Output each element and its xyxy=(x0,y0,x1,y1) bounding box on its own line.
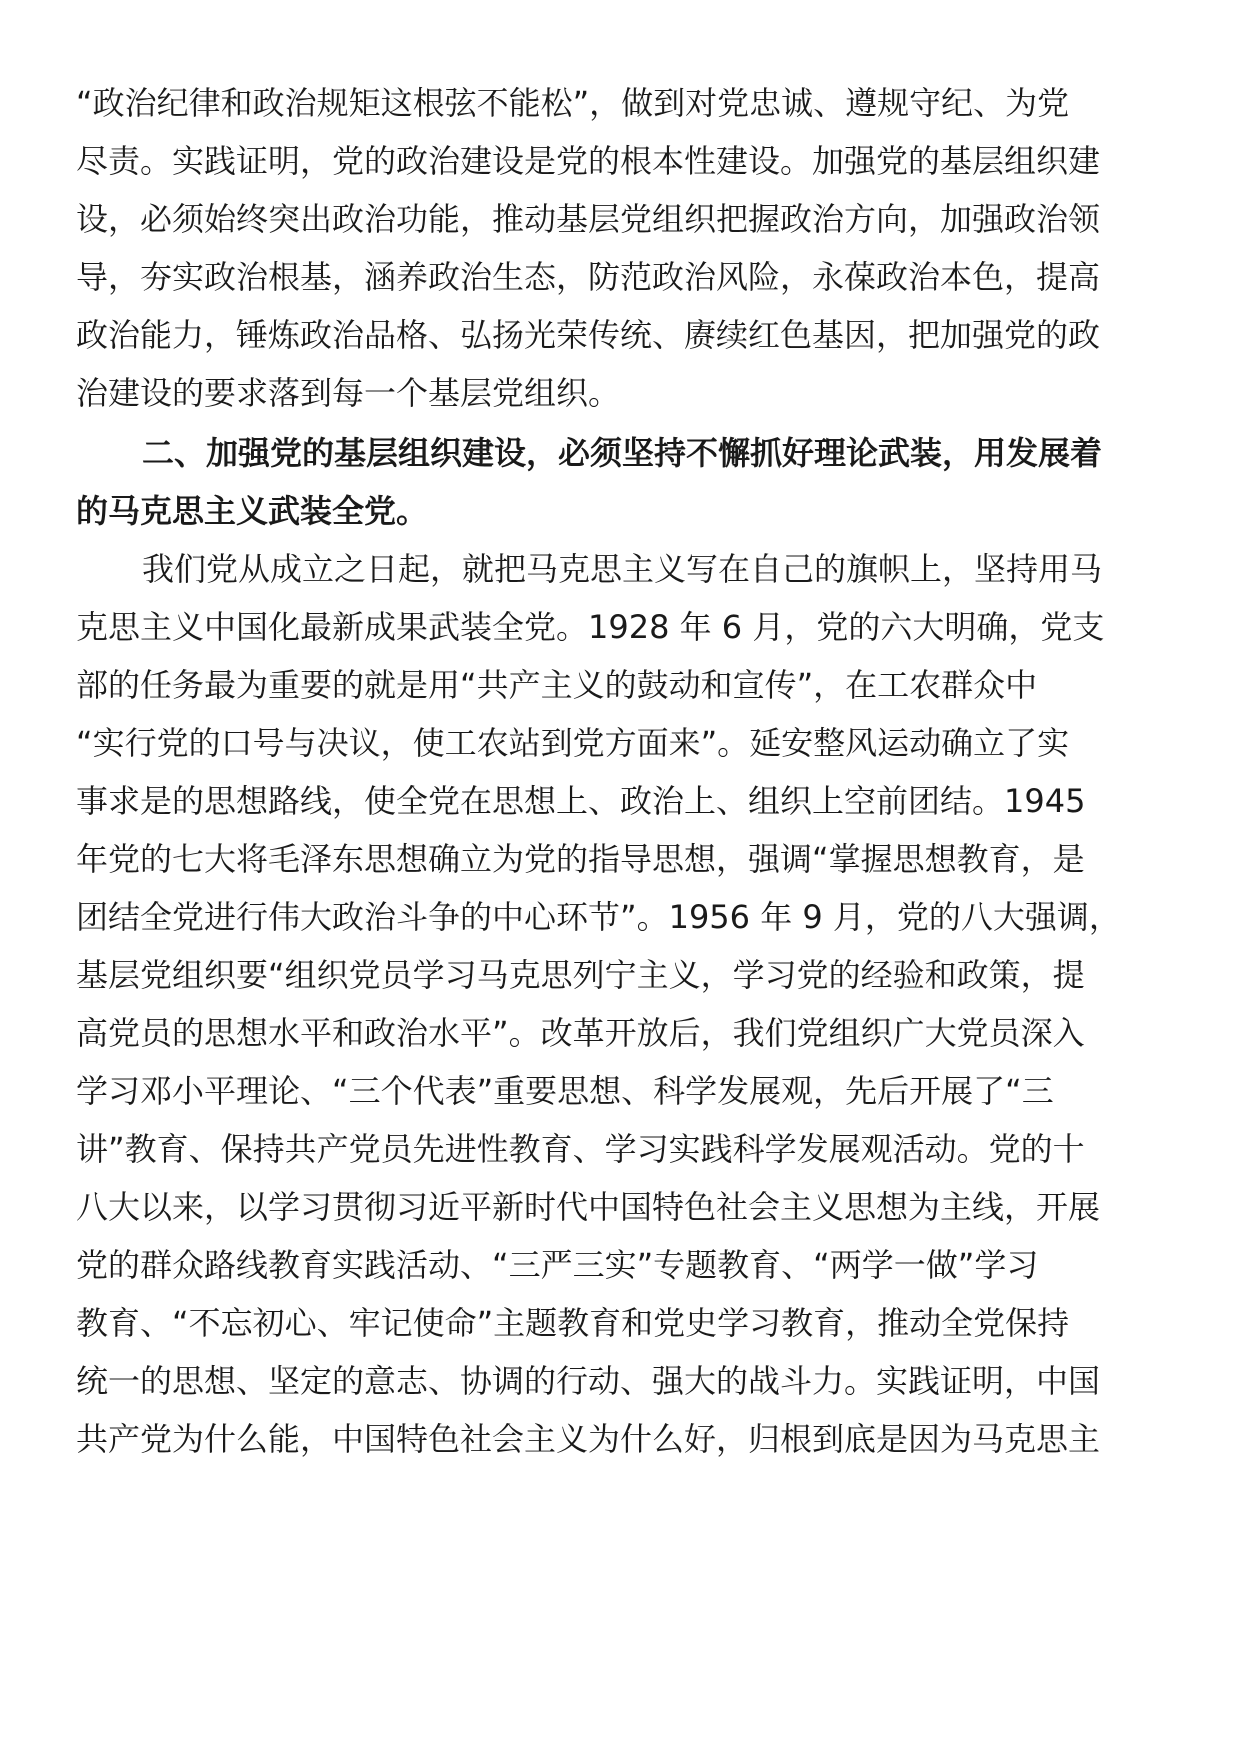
text-line: 治建设的要求落到每一个基层党组织。 xyxy=(76,374,621,412)
text-line: 政治能力，锤炼政治品格、弘扬光荣传统、赓续红色基因，把加强党的政 xyxy=(76,316,1101,354)
text-line: 事求是的思想路线，使全党在思想上、政治上、组织上空前团结。1945 xyxy=(76,782,1086,820)
text-line: 设，必须始终突出政治功能，推动基层党组织把握政治方向，加强政治领 xyxy=(76,200,1101,238)
section-heading-line: 的马克思主义武装全党。 xyxy=(76,492,429,530)
text-line: 教育、“不忘初心、牢记使命”主题教育和党史学习教育，推动全党保持 xyxy=(76,1304,1070,1342)
text-line: “政治纪律和政治规矩这根弦不能松”，做到对党忠诚、遵规守纪、为党 xyxy=(76,84,1070,122)
section-heading-line: 二、加强党的基层组织建设，必须坚持不懈抓好理论武装，用发展着 xyxy=(142,434,1103,472)
text-line: 基层党组织要“组织党员学习马克思列宁主义，学习党的经验和政策，提 xyxy=(76,956,1085,994)
text-line: 共产党为什么能，中国特色社会主义为什么好，归根到底是因为马克思主 xyxy=(76,1420,1101,1458)
text-line: “实行党的口号与决议，使工农站到党方面来”。延安整风运动确立了实 xyxy=(76,724,1070,762)
text-line: 年党的七大将毛泽东思想确立为党的指导思想，强调“掌握思想教育，是 xyxy=(76,840,1085,878)
text-line: 学习邓小平理论、“三个代表”重要思想、科学发展观，先后开展了“三 xyxy=(76,1072,1054,1110)
text-line: 我们党从成立之日起，就把马克思主义写在自己的旗帜上，坚持用马 xyxy=(142,550,1103,588)
text-line: 讲”教育、保持共产党员先进性教育、学习实践科学发展观活动。党的十 xyxy=(76,1130,1085,1168)
text-line: 导，夯实政治根基，涵养政治生态，防范政治风险，永葆政治本色，提高 xyxy=(76,258,1101,296)
text-line: 八大以来，以学习贯彻习近平新时代中国特色社会主义思想为主线，开展 xyxy=(76,1188,1101,1226)
text-line: 党的群众路线教育实践活动、“三严三实”专题教育、“两学一做”学习 xyxy=(76,1246,1039,1284)
text-line: 团结全党进行伟大政治斗争的中心环节”。1956 年 9 月，党的八大强调， xyxy=(76,898,1121,936)
text-line: 克思主义中国化最新成果武装全党。1928 年 6 月，党的六大明确，党支 xyxy=(76,608,1105,646)
text-line: 统一的思想、坚定的意志、协调的行动、强大的战斗力。实践证明，中国 xyxy=(76,1362,1101,1400)
text-line: 部的任务最为重要的就是用“共产主义的鼓动和宣传”，在工农群众中 xyxy=(76,666,1038,704)
text-line: 高党员的思想水平和政治水平”。改革开放后，我们党组织广大党员深入 xyxy=(76,1014,1085,1052)
text-line: 尽责。实践证明，党的政治建设是党的根本性建设。加强党的基层组织建 xyxy=(76,142,1101,180)
